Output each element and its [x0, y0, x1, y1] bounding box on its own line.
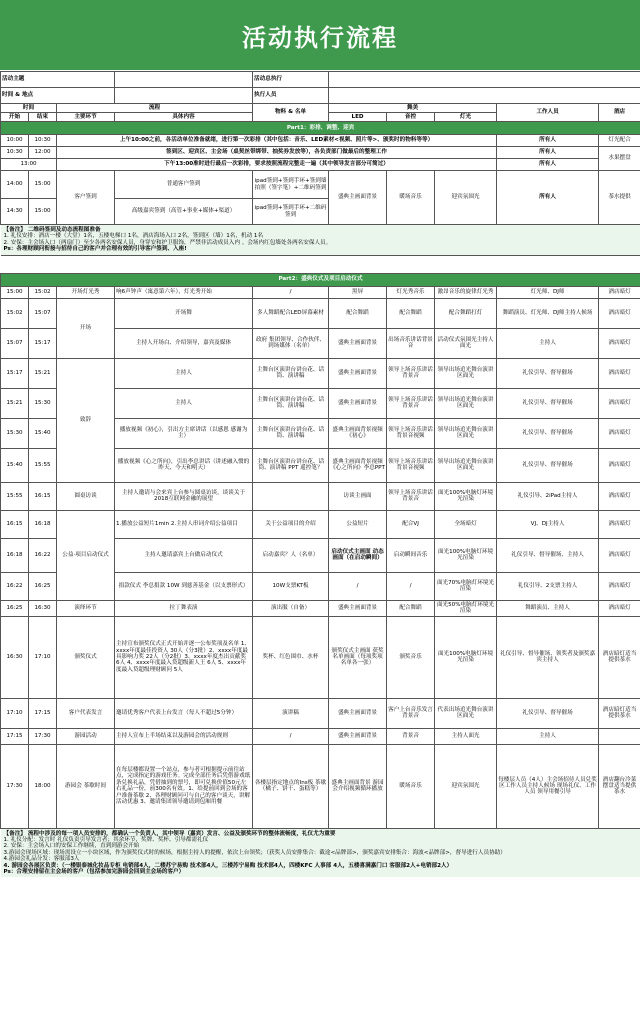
- row-items: [253, 482, 329, 510]
- row-link: 客户代表发言: [57, 698, 115, 728]
- row-light: 面光70%电脑灯环境光渲染: [435, 572, 497, 600]
- row-items: 主舞台区演讲台讲台花、话筒、演讲稿 PPT 遥控笔？: [253, 448, 329, 482]
- row-staff: 主持人: [497, 728, 599, 744]
- row-end: 15:02: [29, 286, 57, 298]
- header-hotel: 酒店: [599, 104, 640, 122]
- row-audio: 颁奖音乐: [387, 616, 435, 698]
- row-start: 15:17: [1, 358, 29, 388]
- staff-value[interactable]: [329, 88, 640, 104]
- part2-notes: [1, 828, 640, 877]
- row-light: 领导出场追光舞台演讲区面光: [435, 448, 497, 482]
- row-detail: 主持人: [115, 358, 253, 388]
- note-line: 1. 礼仪安排：酒店一楼（大堂）1名，五楼电梯口 1名，酒店海场入口 2名，签到区（墙）1名，机动 1名: [3, 233, 264, 240]
- row-items: 演讲稿: [253, 698, 329, 728]
- row-start: 17:30: [1, 744, 29, 828]
- row-items: 政府 集团领导、合作伙伴、到场媒体（名单）: [253, 328, 329, 358]
- note-line: 【备注】 流程中涉及的每一项人员安排的，都确认一个负责人，其中领导（嘉宾）发言、公益及颁奖环节的整体流畅度，礼仪尤为重要: [3, 830, 336, 837]
- row-detail: 主持人邀请与会来宾上台参与圆桌访谈，谈谈关于2018互联网金融的展望: [115, 482, 253, 510]
- row-light: 领导出场追光舞台演讲区面光: [435, 388, 497, 418]
- p1-end: 12:00: [29, 147, 57, 159]
- row-link: 致辞: [57, 358, 115, 482]
- row-items: 奖杯、红色围巾、水杯: [253, 616, 329, 698]
- row-link: 公益·项目启动仪式: [57, 510, 115, 600]
- note-line: 3.游园会现场区域：现场需设立一小块区域，作为颁奖仪式时的候场，根据主持人的提醒，依次上台领奖；（获奖人员安排集合：截途<品牌部>，颁奖嘉宾安排集合：海波<品牌部>，督导进行人员协助）: [3, 849, 506, 856]
- page-title: 活动执行流程: [242, 23, 398, 52]
- theme-value[interactable]: [115, 72, 253, 88]
- header-light: 灯光: [435, 113, 497, 122]
- row-link: 颁奖仪式: [57, 616, 115, 698]
- row-items: 演出服（自备）: [253, 600, 329, 616]
- header-stage: 舞美: [329, 104, 497, 113]
- row-light: 领导出场追光舞台演讲区面光: [435, 358, 497, 388]
- exec-label: 活动总执行: [253, 72, 329, 88]
- row-start: 15:02: [1, 298, 29, 328]
- row-audio: 客户上台音乐发言背景音: [387, 698, 435, 728]
- p1-start: 10:00: [1, 135, 29, 147]
- p1-end: 10:30: [29, 135, 57, 147]
- time-place-label: 时间 & 地点: [1, 88, 115, 104]
- row-start: 16:30: [1, 616, 29, 698]
- row-end: 15:07: [29, 298, 57, 328]
- row-detail: 邀请优秀客户代表上台发言（每人不超过5分钟）: [115, 698, 253, 728]
- p1-staff: 所有人: [497, 159, 599, 171]
- row-audio: 灯光秀音乐: [387, 286, 435, 298]
- row-hotel: 酒店翻台冷菜摆盘适当提供茶水: [599, 744, 640, 828]
- header-audio: 音控: [387, 113, 435, 122]
- checkin-start: 14:00: [1, 171, 29, 199]
- row-audio: 出场音乐讲话背景音: [387, 328, 435, 358]
- row-start: 16:18: [1, 538, 29, 572]
- row-detail: 在每层楼都设置一个站点，参与者可根据提示前往站点，完成指定的游戏任务。完成全部任务后凭借游戏纸条兑换礼品，凭借抽到的票号，即可兑换价值50元左右礼品一份，前300名有效。1、给提前回到会场的客户准备茶歇 2、各理财顾问可与自己的客户谈天，讲解活动优惠 3、邀请集团领导邀请到包厢用餐: [115, 744, 253, 828]
- staff-label: 执行人员: [253, 88, 329, 104]
- row-staff: 礼仪引导、督导催场: [497, 448, 599, 482]
- part1-title: Part1：彩排、调整、迎宾: [1, 122, 640, 135]
- row-hotel: 酒店暗灯适当提供茶水: [599, 698, 640, 728]
- row-led: 盛典主画面背景: [329, 698, 387, 728]
- row-audio: 领导上场音乐讲话背景音: [387, 482, 435, 510]
- row-audio: 配合舞蹈: [387, 600, 435, 616]
- row-hotel: 酒店暗灯: [599, 600, 640, 616]
- row-hotel: 酒店暗灯: [599, 572, 640, 600]
- row-audio: 领导上场音乐讲话背景音视频: [387, 418, 435, 448]
- row-items: /: [253, 286, 329, 298]
- row-items: 主舞台区演讲台讲台花、话筒、演讲稿: [253, 388, 329, 418]
- header-detail: 具体内容: [115, 113, 253, 122]
- row-start: 17:15: [1, 728, 29, 744]
- note-line: 【备注】 二维码签到及动态流程图准备: [3, 227, 101, 233]
- note-line: 2. 安保：主会场入口（两扇门）至少各两名安保人员，身穿安和护卫服饰，严禁非活动成员入内 。会场内红包墙处各两名安保人员。: [3, 239, 332, 246]
- p1-start: 13:00: [1, 159, 57, 171]
- header-flow: 流程: [57, 104, 253, 113]
- row-staff: 礼仪引导、督导催场: [497, 388, 599, 418]
- header-main-link: 主要环节: [57, 113, 115, 122]
- p1-hotel: 水果摆盘: [599, 147, 640, 171]
- row-end: 16:18: [29, 510, 57, 538]
- row-end: 17:10: [29, 616, 57, 698]
- row-end: 16:30: [29, 600, 57, 616]
- row-light: 活动仪式氛围光主持人面光: [435, 328, 497, 358]
- row-staff: 舞蹈演员、主持人: [497, 600, 599, 616]
- row-start: 15:40: [1, 448, 29, 482]
- row-detail: 1.播放公益短片1min 2.主持人串词介绍公益项目: [115, 510, 253, 538]
- row-start: 15:07: [1, 328, 29, 358]
- row-light: 激昂音乐的旋律灯光秀: [435, 286, 497, 298]
- row-end: 17:15: [29, 698, 57, 728]
- row-hotel: 酒店暗灯: [599, 418, 640, 448]
- row-end: 15:55: [29, 448, 57, 482]
- row-start: 16:15: [1, 510, 29, 538]
- row-hotel: 酒店暗灯: [599, 510, 640, 538]
- row-led: 盛典主画面背景: [329, 358, 387, 388]
- row-led: 盛典主画面背景视频《初心》: [329, 418, 387, 448]
- row-items: 启动嘉宾？人（名单）: [253, 538, 329, 572]
- row-start: 15:55: [1, 482, 29, 510]
- spacer: [1, 255, 640, 273]
- title-banner: [0, 0, 640, 70]
- row-items: /: [253, 728, 329, 744]
- note-line: 2. 安保：主会场入口的安保工作继续，直到到游会开始: [3, 843, 140, 850]
- note-line: Ps：合理安排留在主会场的客户（包括参加完游园会回到主会场的客户）: [3, 869, 185, 876]
- checkin-staff: 所有人: [497, 171, 599, 225]
- row-audio: 配合舞蹈: [387, 298, 435, 328]
- row-start: 15:30: [1, 418, 29, 448]
- p1-staff: 所有人: [497, 135, 599, 147]
- row-light: 主持人面光: [435, 728, 497, 744]
- row-detail: 主持人开场白、介绍领导，嘉宾及媒体: [115, 328, 253, 358]
- row-light: 领导出场追光舞台演讲区面光: [435, 418, 497, 448]
- row-start: 16:25: [1, 600, 29, 616]
- row-end: 18:00: [29, 744, 57, 828]
- row-link: 游园会 茶歇时间: [57, 744, 115, 828]
- row-end: 15:17: [29, 328, 57, 358]
- row-audio: 领导上场音乐讲话背景音: [387, 388, 435, 418]
- row-link: 圆桌访谈: [57, 482, 115, 510]
- row-items: 关于公益项目的介绍: [253, 510, 329, 538]
- p1-hotel: 灯光配合: [599, 135, 640, 147]
- row-hotel: 酒店暗灯: [599, 538, 640, 572]
- row-start: 17:10: [1, 698, 29, 728]
- row-hotel: 酒店暗灯适当提供茶水: [599, 616, 640, 698]
- row-detail: 主持人邀请嘉宾上台做启动仪式: [115, 538, 253, 572]
- row-hotel: 酒店暗灯: [599, 448, 640, 482]
- header-staff: 工作人员: [497, 104, 599, 122]
- row-items: 10W支票KT板: [253, 572, 329, 600]
- row-end: 16:25: [29, 572, 57, 600]
- exec-value[interactable]: [329, 72, 640, 88]
- row-detail: 主持人: [115, 388, 253, 418]
- row-start: 15:00: [1, 286, 29, 298]
- row-items: 主舞台区演讲台讲台花、话筒、演讲稿: [253, 358, 329, 388]
- row-items: 主舞台区演讲台讲台花、话筒、演讲稿: [253, 418, 329, 448]
- theme-label: 活动主题: [1, 72, 115, 88]
- p1-staff: 所有人: [497, 147, 599, 159]
- checkin-end: 15:00: [29, 171, 57, 199]
- row-staff: 每楼层人员（4人）主会场招待人员兑奖区工作人员主持人候场 现场礼仪、工作人员 领导用餐引导: [497, 744, 599, 828]
- row-hotel: 酒店暗灯: [599, 286, 640, 298]
- checkin-items: ipad签到+签到手环+二维码签到: [253, 199, 329, 225]
- row-detail: 开场舞: [115, 298, 253, 328]
- row-items: 各楼层指定地点的Ins板 茶歇（橘子、饼干、蛋糕等）: [253, 744, 329, 828]
- checkin-audio: 暖场音乐: [387, 171, 435, 225]
- checkin-hotel: 茶水提供: [599, 171, 640, 225]
- row-hotel: 酒店暗灯: [599, 358, 640, 388]
- p1-start: 10:30: [1, 147, 29, 159]
- row-staff: 灯光师、DJ师: [497, 286, 599, 298]
- checkin-led: 盛典主画面背景: [329, 171, 387, 225]
- row-led: 盛典主画面背景: [329, 728, 387, 744]
- row-staff: 礼仪引导、督导催场、主持人: [497, 538, 599, 572]
- checkin-detail: 高级嘉宾签到（高管+事业+媒体+渠道）: [115, 199, 253, 225]
- row-audio: /: [387, 572, 435, 600]
- row-end: 17:30: [29, 728, 57, 744]
- row-light: 配合舞蹈打灯: [435, 298, 497, 328]
- row-audio: 领导上场音乐讲话背景音视频: [387, 448, 435, 482]
- row-staff: 礼仪引导、督导催场、领奖者及颁奖嘉宾主持人: [497, 616, 599, 698]
- row-hotel: 酒店暗灯: [599, 482, 640, 510]
- row-link: 演绎环节: [57, 600, 115, 616]
- part1-notes: [1, 225, 640, 256]
- row-audio: 暖场音乐: [387, 744, 435, 828]
- row-audio: 领导上场音乐讲话背景音: [387, 358, 435, 388]
- row-start: 15:21: [1, 388, 29, 418]
- row-staff: 礼仪引导、2iPad主持人: [497, 482, 599, 510]
- schedule-sheet: [0, 71, 640, 877]
- row-led: 盛典主画面背景: [329, 328, 387, 358]
- row-light: 面光100%电脑灯环境光渲染: [435, 482, 497, 510]
- row-detail: 主持宣布颁奖仪式正式开始并逐一公布奖项及名单 1、xxxx年度最佳投资人 30人（分3批）2、xxxx年度最具影响力奖 22人（分2批）3、xxxx年度杰出贡献奖 6人 4、xxxx年度最入贷超级新人王 6人 5、xxxx年度最入贷超级理财顾问 5人: [115, 616, 253, 698]
- row-led: 盛典主画面背景视频《心之所向》李总PPT: [329, 448, 387, 482]
- row-end: 16:15: [29, 482, 57, 510]
- row-audio: 背景音: [387, 728, 435, 744]
- schedule-table: [0, 71, 640, 877]
- p1-text: 签到区、迎宾区、主会场（桌契丝带绑带、抽奖券发放等），各负责部门做最后的整理工作: [57, 147, 497, 159]
- row-items: 多人舞蹈配合LED屏幕素材: [253, 298, 329, 328]
- header-items: 物料 & 名单: [253, 104, 329, 122]
- header-end: 结束: [29, 113, 57, 122]
- row-detail: 响6声钟声（寓意第六年），灯光秀开始: [115, 286, 253, 298]
- row-hotel: 酒店暗灯: [599, 298, 640, 328]
- row-hotel: 酒店暗灯: [599, 388, 640, 418]
- checkin-detail: 普通客户签到: [115, 171, 253, 199]
- row-led: 公益短片: [329, 510, 387, 538]
- row-hotel: 酒店暗灯: [599, 328, 640, 358]
- row-end: 15:21: [29, 358, 57, 388]
- row-led: 盛典主画面背景 游园会介绍视频循环播放: [329, 744, 387, 828]
- row-staff: VJ、DJ主持人: [497, 510, 599, 538]
- row-led: /: [329, 572, 387, 600]
- checkin-items: ipad签到+签到手环+签到墙拍照（签字笔）+二维码签到: [253, 171, 329, 199]
- checkin-start: 14:30: [1, 199, 29, 225]
- row-led: 盛典主画面背景: [329, 600, 387, 616]
- row-led: 颁奖仪式主画面 获奖名单画面（每项奖项名单各一张）: [329, 616, 387, 698]
- row-end: 16:22: [29, 538, 57, 572]
- row-detail: 主持人宣布上半场结束以及游园会的活动规则: [115, 728, 253, 744]
- note-line: 4. 游园会各展区负责：（一楼银泰城化妆品专柜 电销部4人，二楼苏宁易购 技术部4人，三楼苏宁易购 技术部4人，四楼KFC 人事部 4人，五楼喜满嘉门口 客服部2人+电销部2人）: [3, 862, 453, 869]
- row-led: 配合舞蹈: [329, 298, 387, 328]
- checkin-light: 迎宾氛围光: [435, 171, 497, 225]
- note-line: 1. 礼仪分配：发言时 礼仪负责引导发言者；其余环节，奖牌、奖杯、引导都需礼仪: [3, 837, 209, 844]
- row-detail: 播放视频《心之所向》，引出李总讲话（讲述融入惯的昨天、今天和明天）: [115, 448, 253, 482]
- row-led: 黑屏: [329, 286, 387, 298]
- row-staff: 礼仪引导、督导催场: [497, 418, 599, 448]
- note-line: Ps：各理财顾问衔接与招待自己的客户并合理有效的引导客户签到、入座!: [3, 246, 187, 253]
- row-link: 开场灯光秀: [57, 286, 115, 298]
- row-light: 面光100%电脑灯环境光渲染: [435, 616, 497, 698]
- row-detail: 捐款仪式 李总捐款 10W 到慈善基金（以支票形式）: [115, 572, 253, 600]
- checkin-end: 15:00: [29, 199, 57, 225]
- row-staff: 礼仪引导、督导催场: [497, 698, 599, 728]
- row-staff: 舞蹈演员、灯光师、DJ师主持人候场: [497, 298, 599, 328]
- row-audio: 配合VJ: [387, 510, 435, 538]
- row-start: 16:22: [1, 572, 29, 600]
- header-time: 时间: [1, 104, 57, 113]
- row-led: 启动仪式主画面 动态画面（在启动瞬间）: [329, 538, 387, 572]
- row-detail: 播放视频《初心》，引出方主席讲话（以感恩 感谢为主）: [115, 418, 253, 448]
- row-hotel: [599, 728, 640, 744]
- row-light: 代表出场追光舞台演讲区面光: [435, 698, 497, 728]
- row-light: 面光100%电脑灯环境光渲染: [435, 538, 497, 572]
- row-staff: 礼仪引导、督导催场: [497, 358, 599, 388]
- header-start: 开始: [1, 113, 29, 122]
- header-led: LED: [329, 113, 387, 122]
- row-staff: 礼仪引导、2支票主持人: [497, 572, 599, 600]
- row-audio: 启动瞬间音乐: [387, 538, 435, 572]
- row-led: 访谈主画面: [329, 482, 387, 510]
- row-light: 面光50%电脑灯环境光渲染: [435, 600, 497, 616]
- part2-title: Part2：盛典仪式及项目启动仪式: [1, 273, 640, 286]
- p1-text: 上午10:00之前，各活动单位准备就绪，进行第一次彩排（其中包括：音乐、LED素材<视频、照片等>、颁奖时的物料等等）: [57, 135, 497, 147]
- row-link: 开场: [57, 298, 115, 358]
- p1-text: 下午13:00准时进行最后一次彩排，要求按照流程完整走一遍（其中领导发言部分可简过）: [57, 159, 497, 171]
- row-light: 迎宾氛围光: [435, 744, 497, 828]
- time-place-value[interactable]: [115, 88, 253, 104]
- note-line: 4.游园会礼品分发：客服部3人: [3, 856, 80, 863]
- row-led: 盛典主画面背景: [329, 388, 387, 418]
- row-end: 15:30: [29, 388, 57, 418]
- row-detail: 拉丁舞表演: [115, 600, 253, 616]
- row-staff: 主持人: [497, 328, 599, 358]
- row-light: 全场暗灯: [435, 510, 497, 538]
- row-link: 游园活动: [57, 728, 115, 744]
- checkin-link: 客户签到: [57, 171, 115, 225]
- row-end: 15:40: [29, 418, 57, 448]
